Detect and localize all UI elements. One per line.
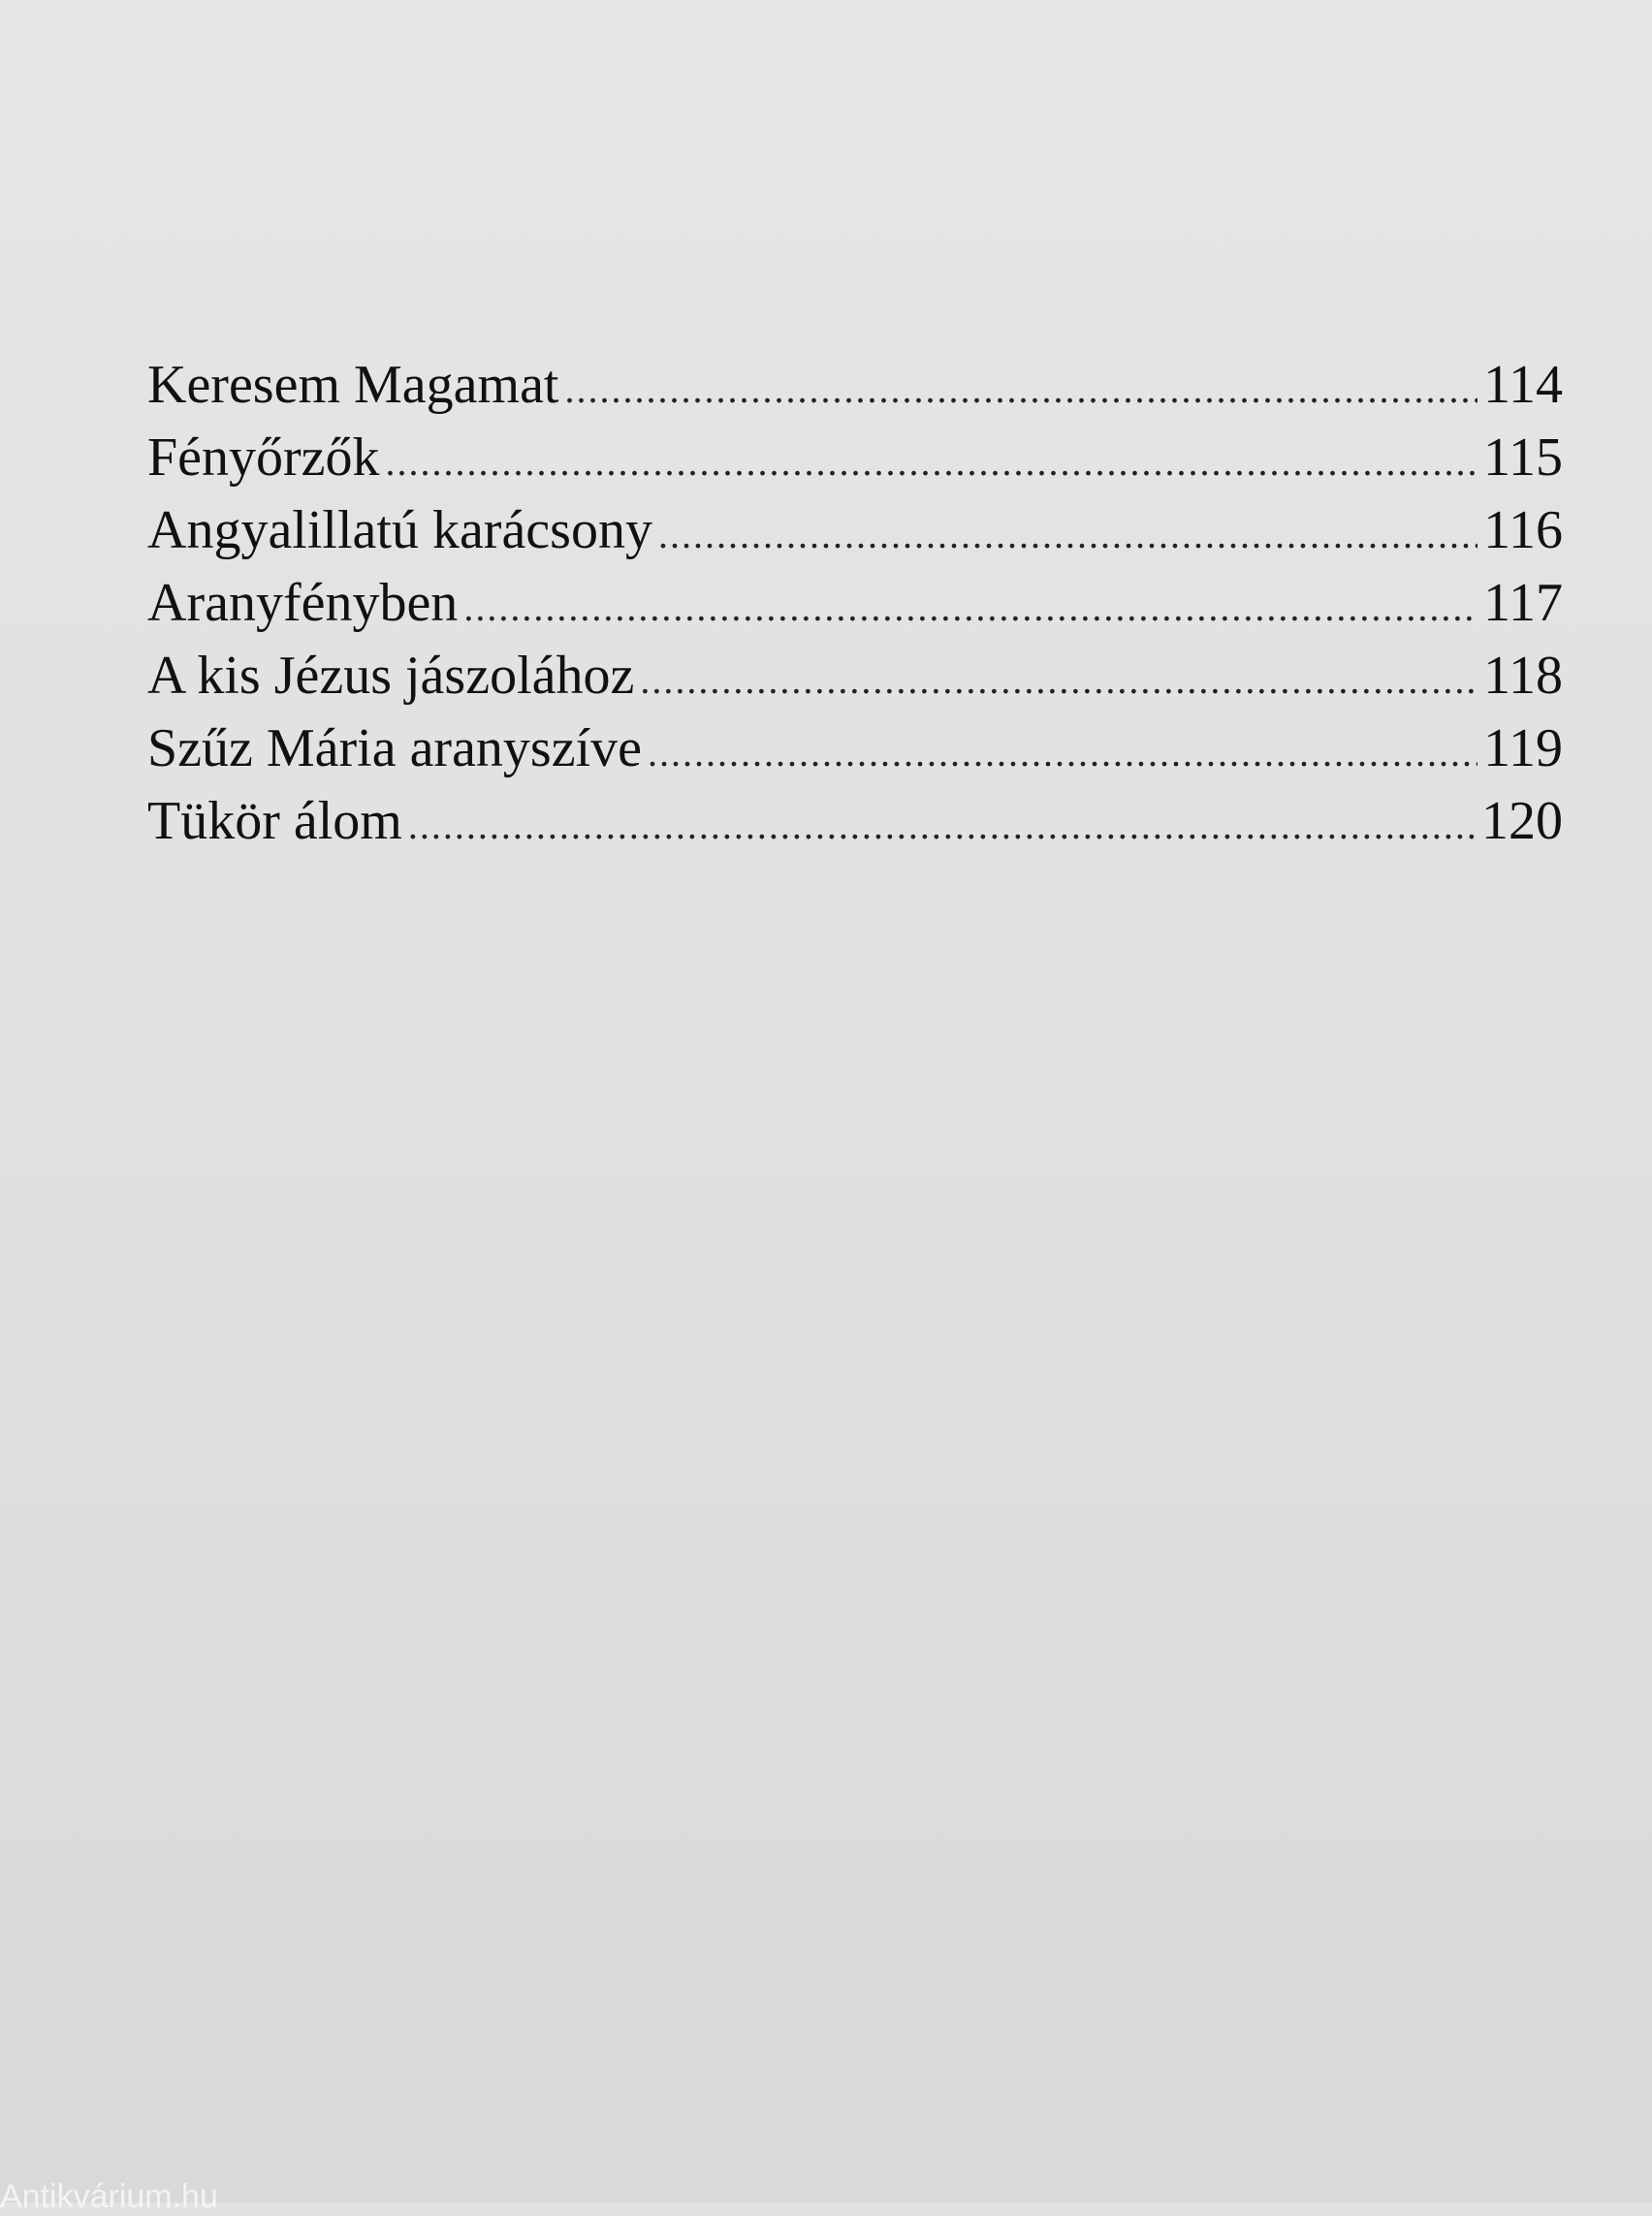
dot-leader [648,716,1477,789]
toc-entry-page: 117 [1483,573,1563,633]
dot-leader [408,789,1476,862]
table-of-contents [147,349,1563,858]
dot-leader [564,353,1477,426]
toc-entry-page: 120 [1481,791,1563,851]
toc-entry [147,349,1563,422]
toc-entry-title: Keresem Magamat [147,355,559,415]
dot-leader [463,571,1477,644]
dot-leader [640,644,1477,716]
dot-leader [386,426,1478,498]
toc-entry-page: 118 [1483,646,1563,706]
toc-entry-page: 116 [1483,500,1563,560]
toc-entry [147,785,1563,858]
toc-entry [147,567,1563,640]
toc-entry [147,712,1563,785]
toc-entry-title: A kis Jézus jászolához [147,646,635,706]
toc-entry [147,494,1563,567]
toc-entry [147,422,1563,494]
toc-entry [147,640,1563,712]
dot-leader [658,498,1477,571]
toc-entry-page: 114 [1483,355,1563,415]
toc-entry-title: Fényőrzők [147,427,380,488]
watermark: Antikvárium.hu [0,2178,218,2215]
toc-entry-title: Tükör álom [147,791,402,851]
toc-entry-title: Szűz Mária aranyszíve [147,718,642,778]
toc-entry-page: 119 [1483,718,1563,778]
toc-entry-title: Aranyfényben [147,573,459,633]
toc-entry-page: 115 [1483,427,1563,488]
toc-entry-title: Angyalillatú karácsony [147,500,652,560]
